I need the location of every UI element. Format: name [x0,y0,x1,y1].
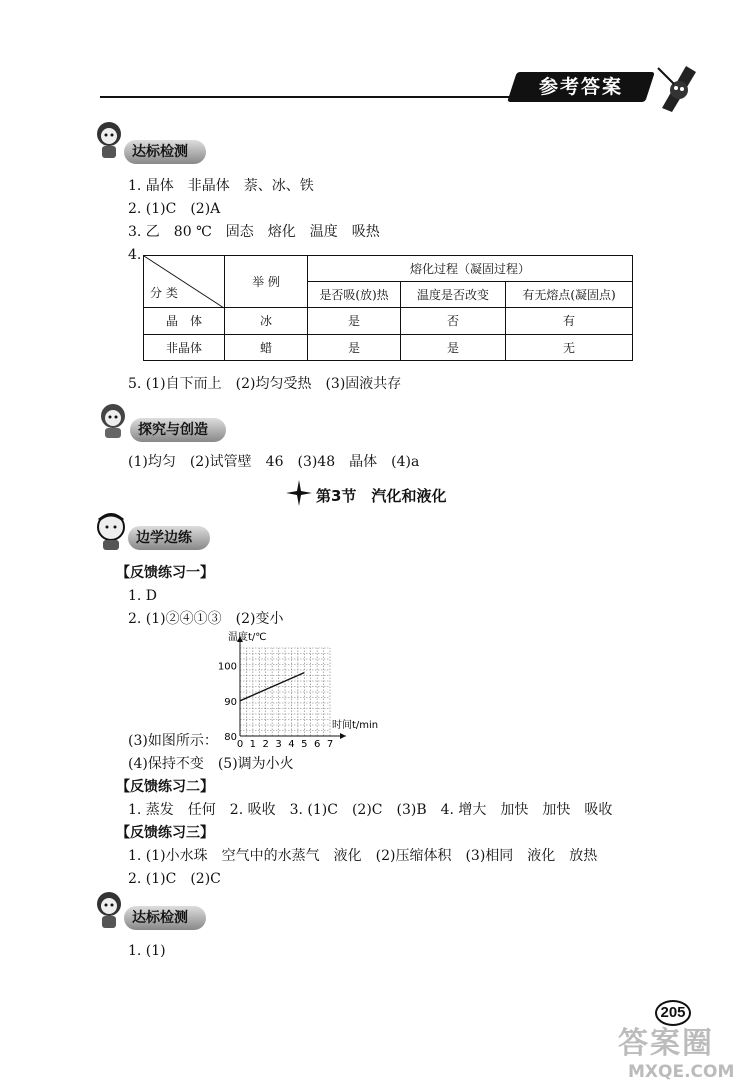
table-cell: 蜡 [225,334,308,361]
table-header-sub2: 温度是否改变 [401,282,506,308]
table-cell: 晶 体 [144,308,225,335]
s4-answer-1: 1. (1) [128,943,166,959]
girl-mascot-icon [93,120,127,160]
x-tick-label: 7 [326,739,334,750]
header-rule [100,96,520,98]
x-tick-label: 2 [262,739,269,750]
temperature-chart [212,626,379,752]
chart-xlabel: 时间t/min [332,720,379,731]
section-badge-practice: 边学边练 [128,526,210,550]
table-cell: 是 [401,334,506,361]
table-header-group: 熔化过程（凝固过程） [308,256,633,282]
table-cell: 有 [506,308,633,335]
chart-ylabel: 温度t/℃ [228,632,267,643]
f1-answer-4: (4)保持不变 (5)调为小火 [128,756,294,772]
table-cell: 冰 [225,308,308,335]
table-cell: 非晶体 [144,334,225,361]
chart-grid [240,648,330,736]
chart-ticks [218,662,333,750]
kid-mascot-icon [93,512,129,552]
watermark-text: 答案圈 [618,1026,714,1061]
s1-answer-3: 3. 乙 80 ℃ 固态 熔化 温度 吸热 [128,224,380,240]
table-header-example: 举 例 [225,256,308,308]
girl-mascot-icon-2 [93,890,127,930]
x-tick-label: 6 [313,739,321,750]
table-row [144,334,633,361]
x-axis-arrow [340,733,346,739]
f2-answer-1: 1. 蒸发 任何 2. 吸收 3. (1)C (2)C (3)B 4. 增大 加快 加快 吸收 [128,802,613,818]
page-number: 205 [655,1000,691,1026]
table-diagonal-header [144,256,225,308]
f3-answer-2: 2. (1)C (2)C [128,871,221,887]
boy-mascot-icon [93,400,133,440]
feedback-2-title: 【反馈练习二】 [116,779,214,795]
y-tick-label: 90 [224,696,237,708]
f1-answer-2: 2. (1)②④①③ (2)变小 [128,611,284,627]
f1-answer-3: (3)如图所示： [128,733,218,749]
y-tick-label: 100 [217,661,237,673]
section-badge-check-1: 达标检测 [124,140,206,164]
table-header-sub1: 是否吸(放)热 [308,282,401,308]
section-title: 第3节 汽化和液化 [316,487,447,505]
f3-answer-1: 1. (1)小水珠 空气中的水蒸气 液化 (2)压缩体积 (3)相同 液化 放热 [128,848,598,864]
x-tick-label: 3 [275,739,282,750]
x-tick-label: 1 [249,739,257,750]
section-badge-check-2: 达标检测 [124,906,206,930]
answer-table [143,255,633,361]
s1-answer-4-label: 4. [128,247,142,263]
header-title: 参考答案 [538,76,623,98]
s1-answer-1: 1. 晶体 非晶体 萘、冰、铁 [128,178,314,194]
feedback-3-title: 【反馈练习三】 [116,825,214,841]
star-icon [286,480,312,506]
x-tick-label: 4 [288,739,295,750]
pencil-mascot-icon [652,58,702,114]
feedback-1-title: 【反馈练习一】 [116,565,214,581]
table-header-category: 分 类 [150,286,178,300]
x-tick-label: 0 [236,739,244,750]
y-tick-label: 80 [224,732,237,743]
table-cell: 否 [401,308,506,335]
f1-answer-1: 1. D [128,588,158,604]
s1-answer-2: 2. (1)C (2)A [128,201,221,217]
table-cell: 是 [308,308,401,335]
watermark-url: MXQE.COM [628,1062,735,1082]
s1-answer-5: 5. (1)自下而上 (2)均匀受热 (3)固液共存 [128,376,402,392]
table-header-sub3: 有无熔点(凝固点) [506,282,633,308]
section-badge-explore: 探究与创造 [130,418,226,442]
table-row [144,308,633,335]
x-tick-label: 5 [301,739,308,750]
table-cell: 无 [506,334,633,361]
s2-answer-1: (1)均匀 (2)试管壁 46 (3)48 晶体 (4)a [128,454,420,470]
header-tab [507,72,655,102]
table-cell: 是 [308,334,401,361]
